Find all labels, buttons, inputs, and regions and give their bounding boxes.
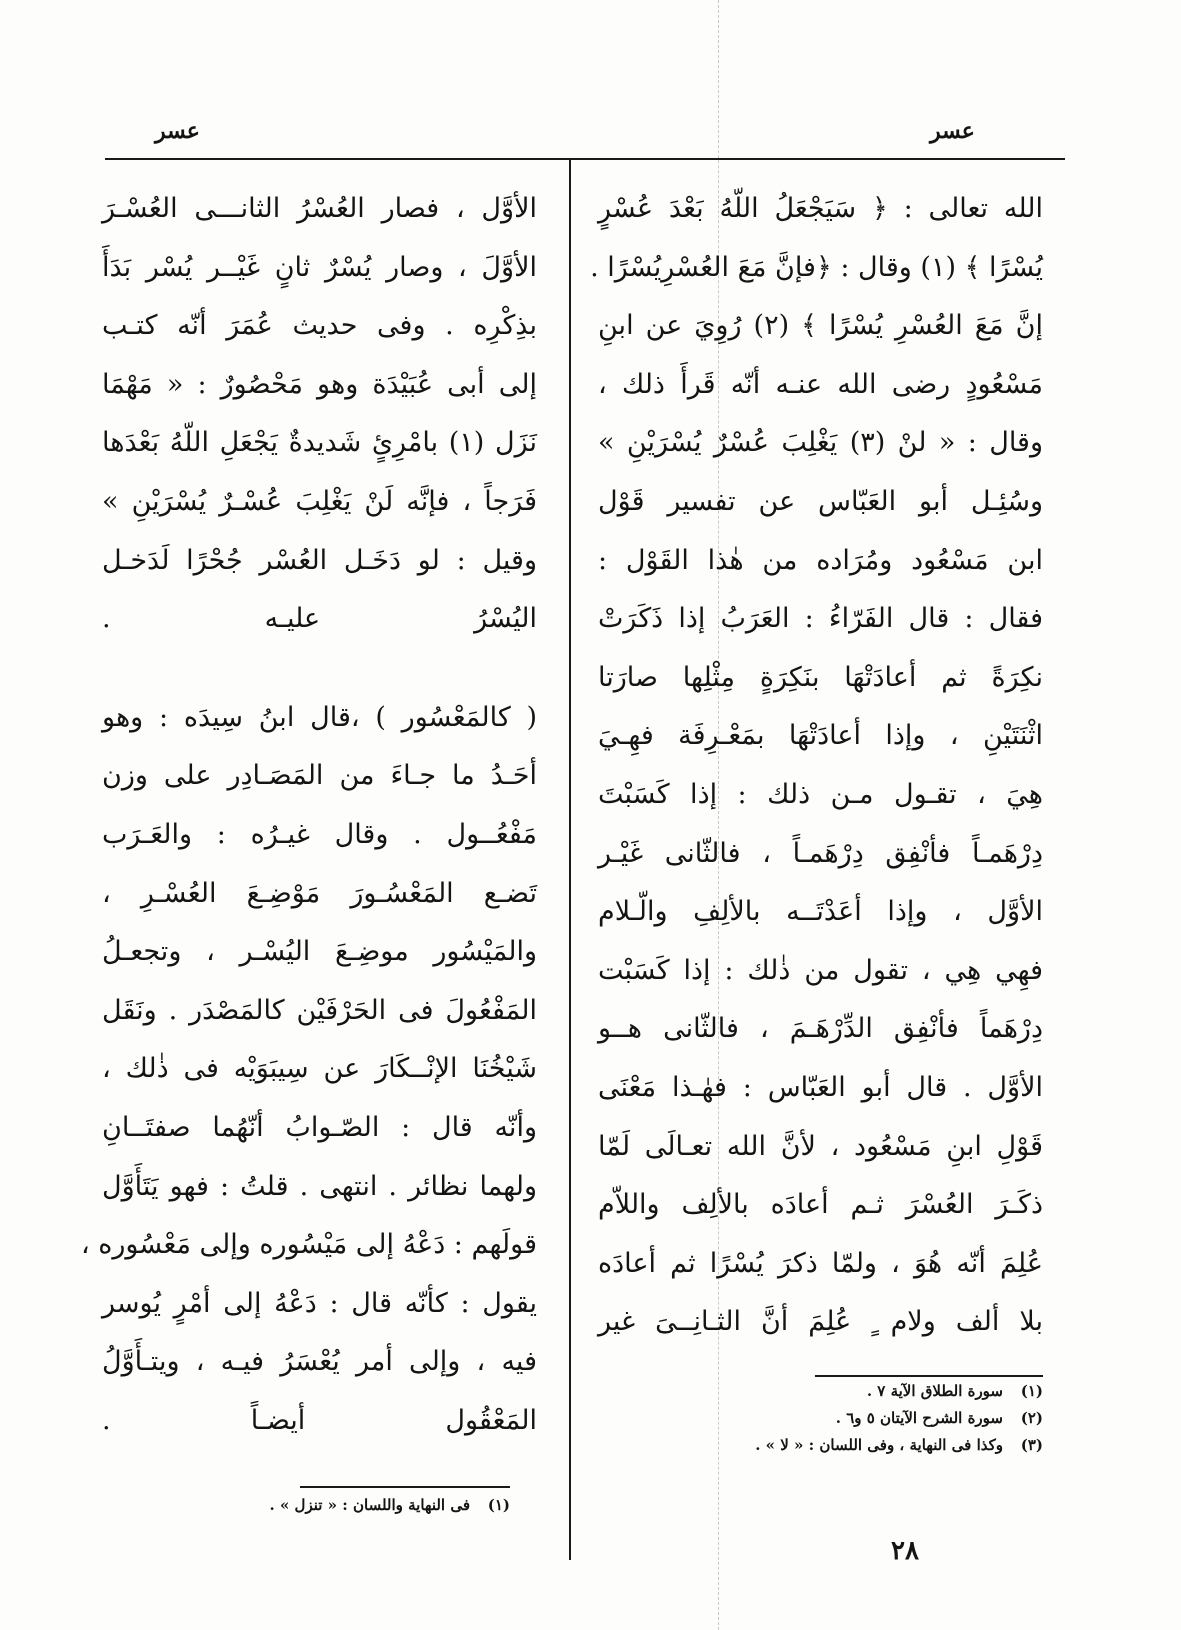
- text-line: مَفْعُــول . وقال غيـرُه : والعَـرَب: [102, 818, 537, 850]
- footnote-number: (٢): [1020, 1409, 1043, 1427]
- footnote-number: (١): [1020, 1382, 1043, 1400]
- text-line: المَفْعُولَ فى الحَرْفَيْن كالمَصْدَر . ونَقَل: [102, 994, 537, 1026]
- text-line: ذكَـرَ العُسْرَ ثـم أعادَه بالألِف واللاّم: [598, 1189, 1043, 1221]
- page-number: ٢٨: [891, 1536, 919, 1566]
- running-head-left: عسر: [155, 118, 200, 144]
- text-line: عُلِمَ أنّه هُوَ ، ولمّا ذكرَ يُسْرًا ثم أعادَه: [598, 1247, 1043, 1279]
- paragraph-gap: [102, 649, 537, 689]
- text-line: بذِكْرِه . وفى حديث عُمَرَ أنّه كتـب: [102, 310, 537, 342]
- text-line: والمَيْسُور موضِـعَ اليُسْـر ، وتجعـلُ: [102, 936, 537, 968]
- text-line: الأوَّل ، وإذا أعَدْتَــه بالألِفِ والّـلام: [598, 896, 1043, 928]
- footnotes-right: [660, 1378, 1043, 1459]
- text-line: شَيْخُنَا الإنْــكَارَ عن سِيبَوَيْه فى ذٰلك ،: [102, 1053, 537, 1085]
- right-text-column: [590, 180, 1043, 1352]
- header-rule: [105, 158, 1065, 160]
- footnote-rule-left: [300, 1486, 510, 1488]
- text-line: نَزَل (١) بامْرِئٍ شَديدةٌ يَجْعَلِ اللّهُ بَعْدَها: [102, 427, 537, 459]
- text-line: ابن مَسْعُود ومُرَاده من هٰذا القَوْل :: [598, 544, 1043, 576]
- text-line: فهِي هِي ، تقول من ذٰلك : إذا كَسَبْت: [598, 954, 1043, 986]
- text-line: فيه ، وإلى أمر يُعْسَرُ فيـه ، ويتـأَوَّلُ: [102, 1346, 537, 1378]
- text-line: هِيَ ، تقـول مـن ذلك : إذا كَسَبْتَ: [598, 778, 1043, 810]
- column-divider: [569, 160, 571, 1560]
- footnotes-left: [215, 1492, 510, 1519]
- running-head-right: عسر: [930, 118, 975, 144]
- footnote-item: [660, 1405, 1043, 1432]
- text-line: بلا ألف ولام ٍ عُلِمَ أنَّ الثـانِــىَ غير: [598, 1306, 1043, 1338]
- text-line: الله تعالى : ﴿ سَيَجْعَلُ اللّهُ بَعْدَ عُسْرٍ: [598, 193, 1043, 224]
- footnote-item: [660, 1378, 1043, 1405]
- footnote-rule-right: [815, 1375, 1043, 1377]
- text-line: قَوْلِ ابنِ مَسْعُود ، لأنَّ الله تعـالَى لَمّا: [598, 1130, 1043, 1162]
- text-line: وقيل : لو دَخَـل العُسْر جُحْرًا لَدَخـل: [102, 544, 537, 576]
- text-line: أحَـدُ ما جـاءَ من المَصَـادِر على وزن: [102, 760, 537, 792]
- text-line: المَعْقُول أيضـاً .: [102, 1404, 537, 1436]
- text-line: دِرْهَماً فأنْفِق الدِّرْهَـمَ ، فالثّانى هــو: [598, 1013, 1043, 1045]
- text-line: تَضـع المَعْسُـورَ مَوْضِـعَ العُسْـرِ ،: [102, 877, 537, 909]
- text-line: قولَهم : دَعْهُ إلى مَيْسُوره وإلى مَعْسُوره ،: [80, 1229, 537, 1261]
- footnote-item: [215, 1492, 510, 1519]
- footnote-number: (٣): [1020, 1436, 1043, 1454]
- text-line: الأوَّل . قال أبو العَبّاس : فهٰـذا مَعْنَى: [598, 1071, 1043, 1103]
- footnote-item: [660, 1432, 1043, 1459]
- footnote-text: سورة الطلاق الآية ٧ .: [866, 1382, 1003, 1400]
- text-line: مَسْعُودٍ رضى الله عنـه أنّه قَرأَ ذلك ،: [598, 368, 1043, 400]
- text-line: ( كالمَعْسُور ) ،قال ابنُ سِيدَه : وهو: [102, 701, 537, 733]
- left-text-column: [80, 180, 537, 1450]
- text-line: إلى أبى عُبَيْدَة وهو مَحْصُورٌ : « مَهْمَا: [102, 368, 537, 400]
- text-line: يقول : كأنّه قال : دَعْهُ إلى أمْرٍ يُوسر: [102, 1287, 537, 1319]
- text-line: فقال : قال الفَرّاءُ : العَرَبُ إذا ذَكَرَتْ: [598, 603, 1043, 635]
- footnote-text: وكذا فى النهاية ، وفى اللسان : « لا » .: [755, 1436, 1003, 1454]
- text-line: وقال : « لنْ (٣) يَغْلِبَ عُسْرٌ يُسْرَيْنِ »: [598, 427, 1043, 459]
- text-line: يُسْرًا ﴾ (١) وقال : ﴿فإنَّ مَعَ العُسْرِيُسْرًا .: [590, 251, 1043, 283]
- text-line: ولهما نظائر . انتهى . قلتُ : فهو يَتَأَوَّل: [102, 1170, 537, 1202]
- text-line: نكِرَةً ثم أعادَتْهَا بنَكِرَةٍ مِثْلِها صارَتا: [598, 661, 1043, 693]
- text-line: وسُئِـل أبو العَبّاس عن تفسير قَوْل: [598, 485, 1043, 517]
- text-line: اثْنَتَيْنِ ، وإذا أعادَتْهَا بمَعْـرِفَة فهِـيَ: [598, 720, 1043, 752]
- text-line: وأنّه قال : الصّـوابُ أنّهُما صفتَــانِ: [102, 1111, 537, 1143]
- text-line: الأوَّلَ ، وصار يُسْرٌ ثانٍ غَيْــر يُسْر بَدَأَ: [102, 251, 537, 283]
- text-line: إنَّ مَعَ العُسْرِ يُسْرًا ﴾ (٢) رُوِيَ عن ابنِ: [598, 310, 1043, 342]
- text-line: فَرَجاً ، فإنَّه لَنْ يَغْلِبَ عُسْـرٌ يُسْرَيْنِ »: [102, 485, 537, 517]
- footnote-text: سورة الشرح الآيتان ٥ و٦ .: [835, 1409, 1003, 1427]
- text-line: الأوَّل ، فصار العُسْرُ الثانـــى العُسْـرَ: [102, 193, 537, 224]
- footnote-text: فى النهاية واللسان : « تنزل » .: [269, 1496, 470, 1514]
- text-line: دِرْهَمـاً فأنْفِق دِرْهَمـاً ، فالثّانى غَيْـر: [598, 837, 1043, 869]
- footnote-number: (١): [487, 1496, 510, 1514]
- text-line: اليُسْرُ عليـه .: [102, 603, 537, 635]
